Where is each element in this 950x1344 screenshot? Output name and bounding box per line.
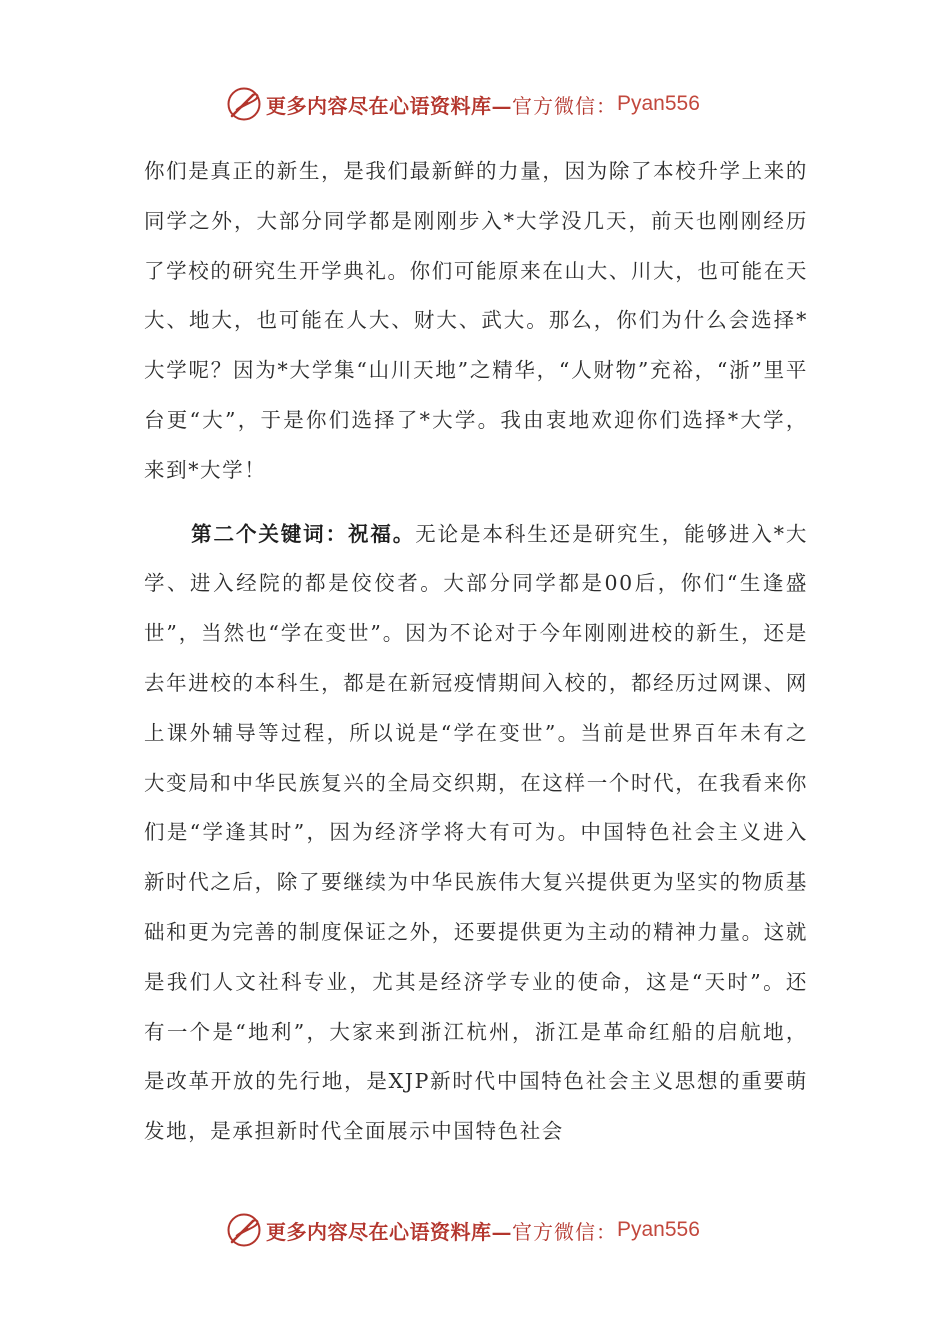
paragraph-1 [144,147,808,496]
header-watermark-banner [226,84,746,124]
banner-main-text: 更多内容尽在心语资料库— [266,93,512,118]
document-body [144,147,808,1157]
banner-wechat-id: Pyan556 [617,92,700,115]
quill-pen-logo-icon [226,86,262,122]
quill-pen-logo-icon [226,1212,262,1248]
paragraph-2-keyword: 第二个关键词：祝福。 [191,521,416,546]
footer-watermark-banner [226,1210,746,1250]
banner-wechat-id: Pyan556 [617,1218,700,1241]
paragraph-2 [144,510,808,1157]
banner-wechat-label: 官方微信： [512,1219,617,1244]
banner-wechat-label: 官方微信： [512,93,617,118]
paragraph-2-text: 无论是本科生还是研究生，能够进入*大学、进入经院的都是佼佼者。大部分同学都是00后，你们“生逢盛世”，当然也“学在变世”。因为不论对于今年刚刚进校的新生，还是去年进校的本科生，都是在新冠疫情期间入校的，都经历过网课、网上课外辅导等过程，所以说是“学在变世”。当前是世界百年未有之大变局和中华民族复兴的全局交织期，在这样一个时代，在我看来你们是“学逢其时”，因为经济学将大有可为。中国特色社会主义进入新时代之后，除了要继续为中华民族伟大复兴提供更为坚实的物质基础和更为完善的制度保证之外，还要提供更为主动的精神力量。这就是我们人文社科专业，尤其是经济学专业的使命，这是“天时”。还有一个是“地利”，大家来到浙江杭州，浙江是革命红船的启航地，是改革开放的先行地，是XJP新时代中国特色社会主义思想的重要萌发地，是承担新时代全面展示中国特色社会 [144,521,808,1144]
banner-main-text: 更多内容尽在心语资料库— [266,1219,512,1244]
paragraph-1-text: 你们是真正的新生，是我们最新鲜的力量，因为除了本校升学上来的同学之外，大部分同学都是刚刚步入*大学没几天，前天也刚刚经历了学校的研究生开学典礼。你们可能原来在山大、川大，也可能在天大、地大，也可能在人大、财大、武大。那么，你们为什么会选择*大学呢？因为*大学集“山川天地”之精华，“人财物”充裕，“浙”里平台更“大”，于是你们选择了*大学。我由衷地欢迎你们选择*大学，来到*大学！ [144,159,808,482]
